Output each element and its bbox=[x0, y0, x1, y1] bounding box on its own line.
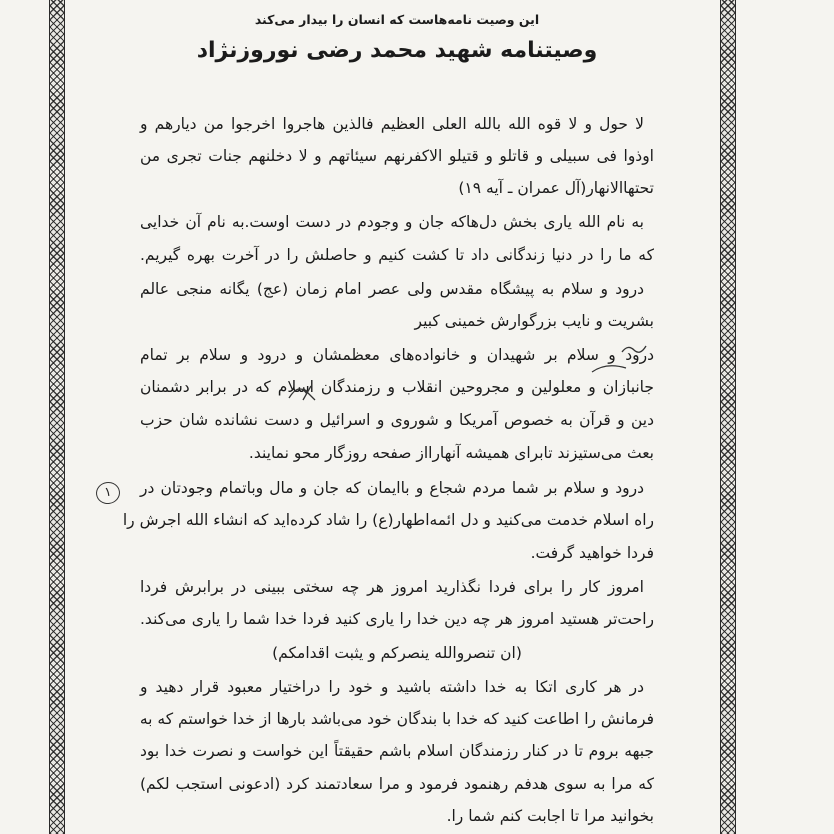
text-line: دین و قرآن به خصوص آمریکا و شوروی و اسرائیل و دست نشانده شان حزب bbox=[140, 411, 654, 429]
text-line: بشریت و نایب بزرگوارش خمینی کبیر bbox=[414, 312, 654, 330]
text-line: در هر کاری اتکا به خدا داشته باشید و خود را دراختیار معبود قرار دهید و bbox=[140, 678, 644, 696]
text-line: فردا خواهید گرفت. bbox=[530, 544, 654, 562]
text-line: فرمانش را اطاعت کنید که خدا با بندگان خود می‌باشد بارها از خدا خواستم که به bbox=[139, 710, 654, 728]
text-line: که مرا به سوی هدفم رهنمود فرمود و مرا سعادتمند کرد (ادعونی استجب لکم) bbox=[140, 775, 654, 793]
decorative-border-right bbox=[720, 0, 736, 834]
text-line: لا حول و لا قوه الله بالله العلی العظیم فالذین هاجروا اخرجوا من دیارهم و bbox=[140, 115, 644, 133]
margin-number-note: ۱ bbox=[95, 480, 122, 505]
text-line: درود و سلام به پیشگاه مقدس ولی عصر امام زمان (عج) یگانه منجی عالم bbox=[140, 280, 644, 298]
document-tagline: این وصیت نامه‌هاست که انسان را بیدار می‌کند bbox=[254, 12, 540, 27]
text-line: اوذوا فی سبیلی و قاتلو و قتیلو الاکفرنهم سیئاتهم و لا دخلنهم جنات تجری من bbox=[140, 147, 654, 165]
text-line: درود و سلام بر شهیدان و خانواده‌های معظمشان و درود و سلام بر تمام bbox=[140, 346, 654, 364]
text-line: (ان تنصروالله ینصرکم و یثبت اقدامکم) bbox=[272, 644, 522, 662]
text-line: جبهه بروم تا در کنار رزمندگان اسلام باشم حقیقتاً این خواست و نصرت خدا بود bbox=[140, 742, 654, 760]
text-line: بعث می‌ستیزند تابرای همیشه آنهارااز صفحه روزگار محو نمایند. bbox=[248, 444, 654, 462]
decorative-border-left bbox=[49, 0, 65, 834]
document-title: وصیتنامه شهید محمد رضی نوروزنژاد bbox=[196, 38, 598, 63]
text-line: راه اسلام خدمت می‌کنید و دل ائمه‌اطهار(ع) را شاد کرده‌اید که انشاء الله اجرش را bbox=[122, 511, 654, 529]
text-line: به نام الله یاری بخش دل‌هاکه جان و وجودم در دست اوست.به نام آن خدایی bbox=[140, 213, 644, 231]
document-body bbox=[122, 0, 654, 834]
text-line: راحت‌تر هستید امروز هر چه دین خدا را یاری کنید فردا خدا شما را یاری می‌کند. bbox=[140, 610, 654, 628]
text-line: تحتهاالانهار(آل عمران ـ آیه ۱۹) bbox=[458, 179, 654, 197]
text-line: بخوانید مرا تا اجابت کنم شما را. bbox=[446, 807, 654, 825]
text-line: جانبازان و معلولین و مجروحین انقلاب و رزمندگان اسلام که در برابر دشمنان bbox=[140, 378, 654, 396]
text-line: درود و سلام بر شما مردم شجاع و باایمان که جان و مال وباتمام وجودتان در bbox=[140, 479, 644, 497]
text-line: امروز کار را برای فردا نگذارید امروز هر چه سختی ببینی در برابرش فردا bbox=[140, 578, 644, 596]
text-line: که ما را در دنیا زندگانی داد تا کشت کنیم و حاصلش را در آخرت بهره گیریم. bbox=[140, 246, 654, 264]
